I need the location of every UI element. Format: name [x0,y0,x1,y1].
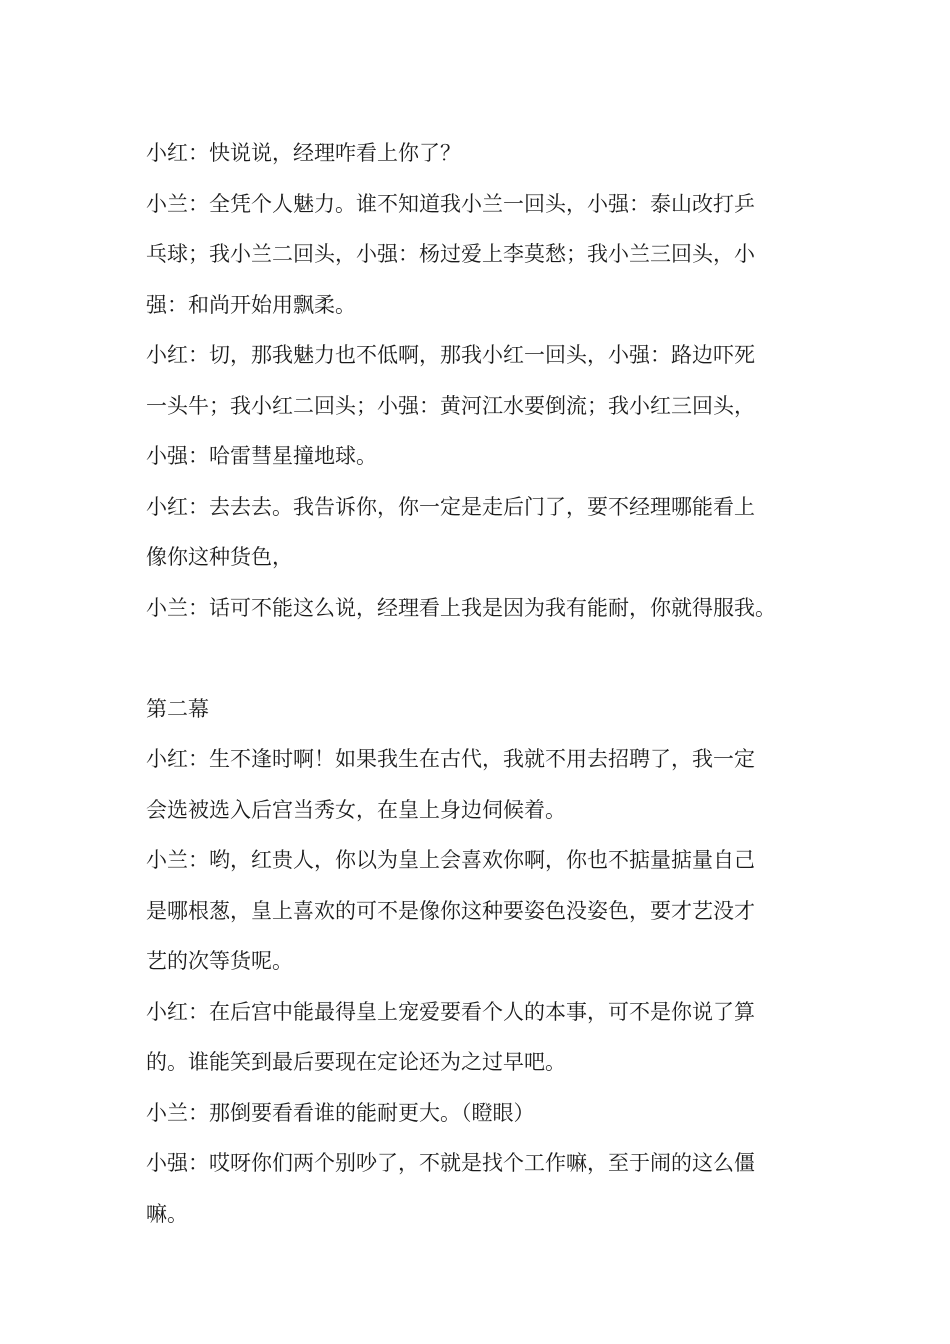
dialogue-line: 会选被选入后宫当秀女，在皇上身边伺候着。 [146,797,566,822]
scene-two [146,684,816,1240]
dialogue-line: 小红：去去去。我告诉你，你一定是走后门了，要不经理哪能看上 [146,494,755,519]
dialogue-line: 艺的次等货呢。 [146,949,293,973]
dialogue-line: 嘛。 [146,1201,188,1226]
scene-separator [146,633,816,684]
dialogue-line: 像你这种货色， [146,545,293,569]
dialogue-line: 小兰：那倒要看看谁的能耐更大。（瞪眼） [146,1100,535,1125]
dialogue-line: 小红：快说说，经理咋看上你了？ [146,141,461,165]
dialogue-line: 小红：生不逢时啊！如果我生在古代，我就不用去招聘了，我一定 [146,747,755,771]
dialogue-line: 乓球；我小兰二回头，小强：杨过爱上李莫愁；我小兰三回头，小 [146,242,755,266]
dialogue-line: 一头牛；我小红二回头；小强：黄河江水要倒流；我小红三回头， [146,393,755,418]
dialogue-line: 的。谁能笑到最后要现在定论还为之过早吧。 [146,1050,566,1074]
dialogue-line: 小兰：全凭个人魅力。谁不知道我小兰一回头，小强：泰山改打乒 [146,191,755,216]
dialogue-line: 小强：哈雷彗星撞地球。 [146,444,377,468]
scene-heading: 第二幕 [146,696,209,721]
dialogue-line: 小兰：哟，红贵人，你以为皇上会喜欢你啊，你也不掂量掂量自己 [146,848,755,872]
dialogue-line: 小强：哎呀你们两个别吵了，不就是找个工作嘛，至于闹的这么僵 [146,1151,755,1175]
dialogue-line: 小红：切，那我魅力也不低啊，那我小红一回头，小强：路边吓死 [146,343,755,367]
dialogue-line: 小红：在后宫中能最得皇上宠爱要看个人的本事，可不是你说了算 [146,999,755,1024]
script-body [146,128,816,1239]
dialogue-line: 强：和尚开始用飘柔。 [146,292,356,317]
dialogue-line: 是哪根葱，皇上喜欢的可不是像你这种要姿色没姿色，要才艺没才 [146,898,755,923]
scene-one [146,128,816,633]
dialogue-line: 小兰：话可不能这么说，经理看上我是因为我有能耐，你就得服我。 [146,595,776,620]
